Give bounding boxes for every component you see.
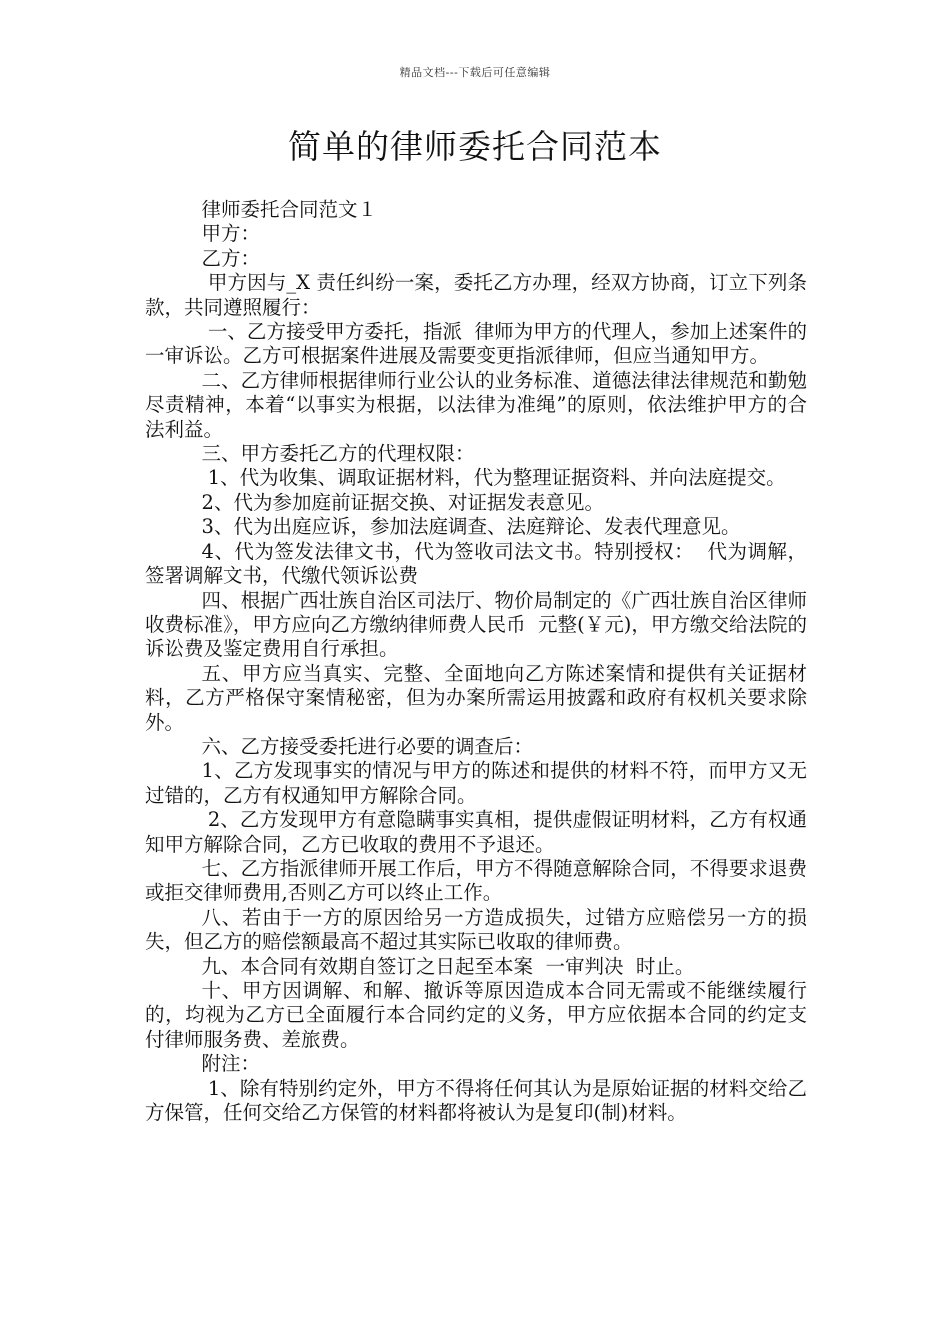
page-header: 精品文档---下载后可任意编辑 bbox=[399, 66, 551, 79]
paragraph-clause-1: 一、乙方接受甲方委托，指派 律师为甲方的代理人，参加上述案件的一审诉讼。乙方可根据案件进展及需要变更指派律师，但应当通知甲方。 bbox=[145, 320, 807, 368]
paragraph-appendix-item-1: 1、除有特别约定外，甲方不得将任何其认为是原始证据的材料交给乙方保管，任何交给乙方保管的材料都将被认为是复印(制)材料。 bbox=[145, 1076, 807, 1125]
paragraph-clause-3-item-3: 3、代为出庭应诉，参加法庭调查、法庭辩论、发表代理意见。 bbox=[201, 515, 741, 539]
paragraph-clause-3-item-1: 1、代为收集、调取证据材料，代为整理证据资料、并向法庭提交。 bbox=[201, 466, 786, 490]
paragraph-clause-3: 三、甲方委托乙方的代理权限： bbox=[201, 442, 475, 466]
paragraph-clause-3-item-2: 2、代为参加庭前证据交换、对证据发表意见。 bbox=[201, 490, 604, 514]
paragraph-clause-7: 七、乙方指派律师开展工作后，甲方不得随意解除合同，不得要求退费或拒交律师费用,否则乙方可以终止工作。 bbox=[145, 856, 807, 905]
paragraph-preamble: 甲方因与_X 责任纠纷一案，委托乙方办理，经双方协商，订立下列条款，共同遵照履行： bbox=[145, 271, 807, 319]
paragraph-subtitle: 律师委托合同范文１ bbox=[201, 198, 378, 221]
document-body bbox=[145, 198, 807, 1125]
paragraph-clause-10: 十、甲方因调解、和解、撤诉等原因造成本合同无需或不能继续履行的，均视为乙方已全面履行本合同约定的义务，甲方应依据本合同的约定支付律师服务费、差旅费。 bbox=[145, 979, 807, 1051]
paragraph-clause-3-item-4: 4、代为签发法律文书，代为签收司法文书。特别授权： 代为调解，签署调解文书，代缴代领诉讼费 bbox=[145, 539, 807, 588]
paragraph-clause-9: 九、本合同有效期自签订之日起至本案 一审判决 时止。 bbox=[201, 954, 695, 978]
document-title: 简单的律师委托合同范本 bbox=[288, 127, 662, 166]
paragraph-clause-4: 四、根据广西壮族自治区司法厅、物价局制定的《广西壮族自治区律师收费标准》，甲方应向乙方缴纳律师费人民币 元整(￥元)，甲方缴交给法院的诉讼费及鉴定费用自行承担。 bbox=[145, 588, 807, 661]
paragraph-clause-6: 六、乙方接受委托进行必要的调查后： bbox=[201, 734, 534, 758]
paragraph-party-a: 甲方： bbox=[201, 222, 261, 246]
paragraph-appendix-heading: 附注： bbox=[201, 1052, 261, 1076]
paragraph-party-b: 乙方： bbox=[201, 246, 261, 270]
paragraph-clause-5: 五、甲方应当真实、完整、全面地向乙方陈述案情和提供有关证据材料，乙方严格保守案情秘密，但为办案所需运用披露和政府有权机关要求除外。 bbox=[145, 661, 807, 734]
paragraph-clause-6-item-2: 2、乙方发现甲方有意隐瞒事实真相，提供虚假证明材料，乙方有权通知甲方解除合同，乙方已收取的费用不予退还。 bbox=[145, 808, 807, 856]
paragraph-clause-8: 八、若由于一方的原因给另一方造成损失，过错方应赔偿另一方的损失，但乙方的赔偿额最高不超过其实际已收取的律师费。 bbox=[145, 905, 807, 954]
paragraph-clause-6-item-1: 1、乙方发现事实的情况与甲方的陈述和提供的材料不符，而甲方又无过错的，乙方有权通知甲方解除合同。 bbox=[145, 759, 807, 807]
paragraph-clause-2: 二、乙方律师根据律师行业公认的业务标准、道德法律法律规范和勤勉尽责精神，本着“以事实为根据，以法律为准绳”的原则，依法维护甲方的合法利益。 bbox=[145, 368, 807, 441]
